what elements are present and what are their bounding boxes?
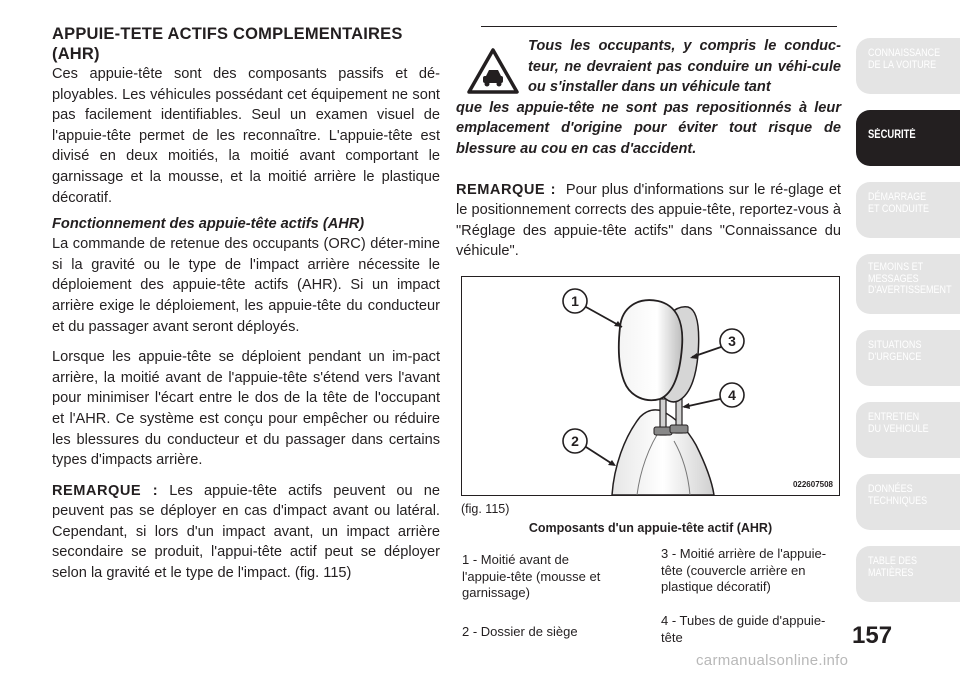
- tab-label-line: TECHNIQUES: [868, 494, 928, 507]
- paragraph-note: [52, 481, 440, 584]
- callout-3: 3: [728, 333, 736, 349]
- legend-item-1: 1 - Moitié avant de l'appuie-tête (mousse et garnissage): [462, 552, 601, 600]
- tab-table-des-matieres[interactable]: [856, 546, 960, 602]
- tab-label-line: SÉCURITÉ: [868, 129, 916, 141]
- tab-label-line: MESSAGES: [868, 272, 919, 285]
- callout-4: 4: [728, 387, 736, 403]
- figure-caption: Composants d'un appuie-tête actif (AHR): [528, 521, 773, 535]
- tab-entretien[interactable]: [856, 402, 960, 458]
- subsection-heading: Fonctionnement des appuie-tête actifs (AHR): [52, 216, 365, 233]
- note-text: Les appuie-tête actifs peuvent ou ne peuvent pas se déployer en cas d'impact avant ou latéral. Cependant, si lors d'un impact avant, un impact arrière secondaire se produit, l'appui-tête actif peut se déployer selon la gravité et le type de l'impact. (fig. 115): [52, 482, 440, 582]
- tab-label-line: DONNÉES: [868, 483, 913, 495]
- callout-2: 2: [571, 433, 579, 449]
- legend-item-2: 2 - Dossier de siège: [462, 624, 578, 639]
- note-label-right: REMARQUE :: [456, 181, 556, 198]
- paragraph-deployment: Lorsque les appuie-tête se déploient pendant un im-pact arrière, la moitié avant de l'appuie-tête s'étend vers l'avant pour minimiser l'écart entre le dos de la tête de l'occupant et l'AHR. Ce système est conçu pour empêcher ou réduire les blessures du conducteur et du passager dans certains types d'impacts arrière.: [52, 349, 440, 469]
- tab-label-line: DÉMARRAGE: [868, 191, 927, 203]
- warning-box: [456, 36, 841, 160]
- tab-label-line: TEMOINS ET: [868, 261, 924, 273]
- tab-label-line: D'URGENCE: [868, 350, 922, 363]
- paragraph-note-right: [456, 180, 841, 262]
- callout-1: 1: [571, 293, 579, 309]
- tab-label-line: ET CONDUITE: [868, 202, 929, 215]
- paragraph-description: Ces appuie-tête sont des composants passifs et dé-ployables. Les véhicules possédant cet équipement ne sont pas facilement identifiables. Seul un examen visuel de l'appuie-tête permet de les reconnaître. L'appuie-tête est divisé en deux moitiés, la moitié avant comportant le garnissage et la mousse, et la moitié arrière le plastique décoratif.: [52, 66, 440, 206]
- left-column: [52, 24, 440, 594]
- tab-temoins[interactable]: [856, 254, 960, 314]
- tab-label-line: TABLE DES: [868, 555, 917, 567]
- tab-label-line: ENTRETIEN: [868, 411, 920, 423]
- right-column: [456, 24, 841, 272]
- tab-label-line: DE LA VOITURE: [868, 58, 937, 71]
- warning-text-indented: Tous les occupants, y compris le conduc-teur, ne devraient pas conduire un véhi-cule ou s'installer dans un véhicule tant: [528, 38, 841, 96]
- warning-text-rest: que les appuie-tête ne sont pas repositionnés à leur emplacement d'origine pour éviter tout risque de blessure au cou en cas d'accident.: [456, 99, 841, 157]
- tab-demarrage[interactable]: [856, 182, 960, 238]
- figure-code: 022607508: [792, 480, 833, 489]
- tab-label-line: D'AVERTISSEMENT: [868, 284, 952, 296]
- legend-item-4: 4 - Tubes de guide d'appuie-tête: [661, 613, 826, 645]
- headrest-illustration: [462, 277, 839, 495]
- tab-label-line: SITUATIONS: [868, 339, 922, 351]
- note-label: REMARQUE :: [52, 482, 159, 499]
- page-number: 157: [852, 622, 893, 649]
- tab-label-line: MATIÈRES: [868, 566, 914, 579]
- note-text-right: Pour plus d'informations sur le ré-glage et le positionnement corrects des appuie-tête, reportez-vous à "Réglage des appuie-tête actifs" dans "Connaissance du véhicule".: [456, 181, 841, 260]
- legend-item-3: 3 - Moitié arrière de l'appuie-tête (couvercle arrière en plastique décoratif): [661, 546, 827, 594]
- tab-label-line: CONNAISSANCE: [868, 47, 941, 59]
- warning-triangle-icon: [467, 48, 519, 94]
- tab-label-line: DU VEHICULE: [868, 422, 929, 435]
- tab-securite[interactable]: [856, 110, 960, 166]
- watermark: carmanualsonline.info: [696, 652, 849, 669]
- tab-situations[interactable]: [856, 330, 960, 386]
- tab-donnees[interactable]: [856, 474, 960, 530]
- figure-reference: (fig. 115): [461, 502, 510, 516]
- paragraph-operation: La commande de retenue des occupants (ORC) déter-mine si la gravité ou le type de l'impact arrière nécessite le déploiement des appuie-tête actifs (AHR). Si un impact arrière exige le déploiement, les appuie-tête du conducteur et du passager avant seront déployés.: [52, 236, 440, 335]
- figure-headrest: [461, 276, 840, 496]
- tab-connaissance[interactable]: [856, 38, 960, 94]
- section-heading: APPUIE-TETE ACTIFS COMPLEMENTAIRES (AHR): [52, 25, 403, 63]
